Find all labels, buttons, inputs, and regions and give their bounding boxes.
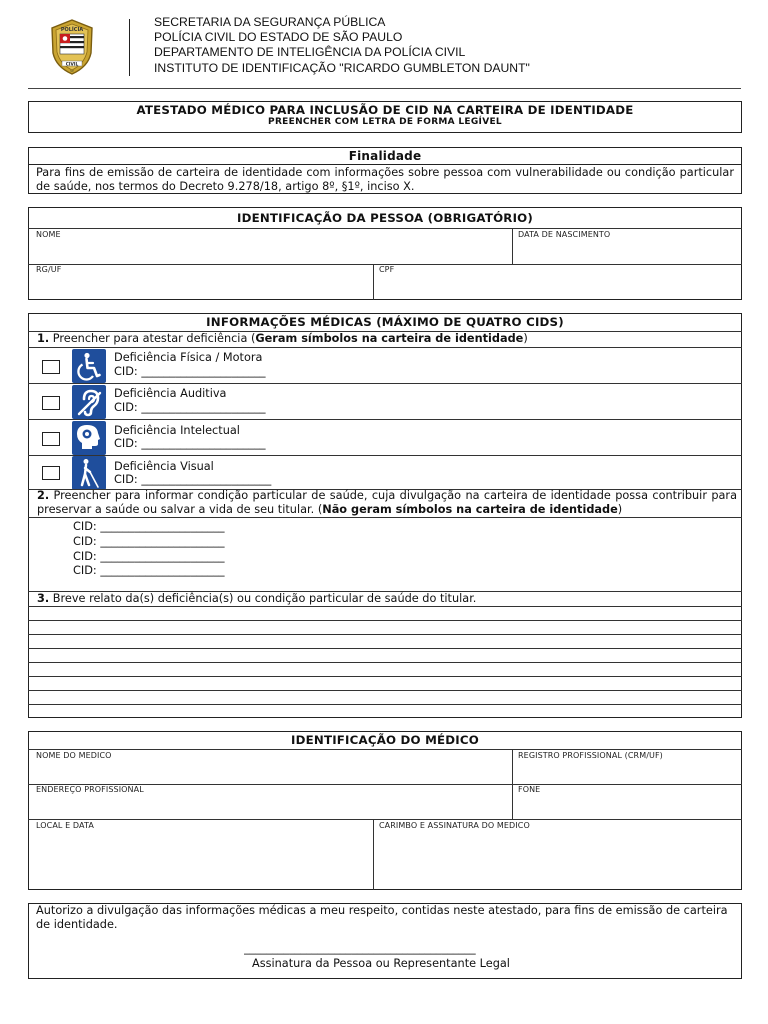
blind-cane-icon	[72, 456, 106, 490]
divider	[373, 264, 374, 300]
header-rule	[28, 88, 741, 89]
carimbo-field[interactable]	[375, 832, 740, 888]
medico-nome-label: NOME DO MEDICO	[36, 751, 112, 760]
svg-text:POLÍCIA: POLÍCIA	[60, 27, 84, 33]
divider	[28, 383, 742, 384]
fone-label: FONE	[518, 785, 541, 794]
local-data-label: LOCAL E DATA	[36, 821, 94, 830]
local-data-field[interactable]	[30, 832, 371, 888]
relato-field[interactable]	[30, 607, 740, 716]
hearing-icon	[72, 385, 106, 419]
auditiva-checkbox[interactable]	[42, 396, 60, 410]
wheelchair-icon	[72, 349, 106, 383]
intelectual-checkbox[interactable]	[42, 432, 60, 446]
nascimento-label: DATA DE NASCIMENTO	[518, 230, 611, 239]
form-subtitle: PREENCHER COM LETRA DE FORMA LEGÍVEL	[268, 117, 502, 127]
divider	[28, 819, 742, 820]
endereco-label: ENDEREÇO PROFISSIONAL	[36, 785, 144, 794]
nascimento-field[interactable]	[514, 240, 740, 262]
registro-label: REGISTRO PROFISSIONAL (CRM/UF)	[518, 751, 663, 760]
medicas-title: INFORMAÇÕES MÉDICAS (MÁXIMO DE QUATRO CIDS)	[206, 315, 564, 329]
item3-instruction	[37, 592, 476, 606]
registro-field[interactable]	[514, 761, 740, 782]
carimbo-label: CARIMBO E ASSINATURA DO MEDICO	[379, 821, 530, 830]
cid-line-4[interactable]: CID: ______________________	[73, 564, 225, 577]
divider	[28, 228, 742, 229]
form-title-box	[28, 101, 742, 133]
item1-text: Preencher para atestar deficiência (	[49, 332, 256, 345]
divider	[28, 749, 742, 750]
header-line-3: DEPARTAMENTO DE INTELIGÊNCIA DA POLÍCIA CIVIL	[154, 45, 466, 60]
head-icon	[72, 421, 106, 455]
auditiva-label: Deficiência Auditiva	[114, 387, 227, 400]
medico-title: IDENTIFICAÇÃO DO MÉDICO	[291, 733, 479, 747]
auditiva-cid[interactable]: CID: ______________________	[114, 401, 266, 414]
form-title: ATESTADO MÉDICO PARA INCLUSÃO DE CID NA CARTEIRA DE IDENTIDADE	[136, 103, 634, 117]
visual-label: Deficiência Visual	[114, 460, 214, 473]
police-badge-logo	[48, 19, 96, 75]
item2-bold: Não geram símbolos na carteira de identidade	[322, 503, 618, 516]
item3-text: Breve relato da(s) deficiência(s) ou condição particular de saúde do titular.	[49, 592, 477, 605]
nome-field[interactable]	[30, 240, 510, 262]
item3-number: 3.	[37, 592, 50, 605]
cpf-field[interactable]	[375, 276, 740, 298]
divider	[28, 455, 742, 456]
item2-text: Preencher para informar condição particular de saúde, cuja divulgação na carteira de identidade possa contribuir para preservar a saúde ou salvar a vida de seu titular. (	[37, 489, 737, 516]
svg-text:CIVIL: CIVIL	[65, 62, 79, 68]
divider	[512, 228, 513, 264]
item2-end: )	[617, 503, 623, 516]
header-line-1: SECRETARIA DA SEGURANÇA PÚBLICA	[154, 15, 386, 29]
cid-line-3[interactable]: CID: ______________________	[73, 550, 225, 563]
header-line-2: POLÍCIA CIVIL DO ESTADO DE SÃO PAULO	[154, 30, 403, 45]
fone-field[interactable]	[514, 796, 740, 817]
item1-instruction	[37, 332, 528, 346]
nome-label: NOME	[36, 230, 61, 239]
fisica-label: Deficiência Física / Motora	[114, 351, 263, 364]
cid-line-1[interactable]: CID: ______________________	[73, 520, 225, 533]
finalidade-text: Para fins de emissão de carteira de identidade com informações sobre pessoa com vulnerabilidade ou condição particular de saúde, nos termos do Decreto 9.278/18, artigo 8º, §1º, inciso X.	[36, 166, 734, 193]
header-divider	[129, 19, 130, 76]
svg-text:SP: SP	[70, 69, 74, 73]
endereco-field[interactable]	[30, 796, 510, 817]
item2-number: 2.	[37, 489, 50, 502]
signature-label: Assinatura da Pessoa ou Representante Legal	[252, 957, 510, 970]
pessoa-title: IDENTIFICAÇÃO DA PESSOA (OBRIGATÓRIO)	[236, 211, 533, 225]
visual-checkbox[interactable]	[42, 466, 60, 480]
divider	[28, 347, 742, 348]
intelectual-label: Deficiência Intelectual	[114, 424, 240, 437]
cid-line-2[interactable]: CID: ______________________	[73, 535, 225, 548]
divider	[28, 419, 742, 420]
cpf-label: CPF	[379, 265, 395, 274]
medico-nome-field[interactable]	[30, 761, 510, 782]
item1-end: )	[523, 332, 528, 345]
rg-field[interactable]	[30, 276, 371, 298]
rg-label: RG/UF	[36, 265, 62, 274]
header-line-4: INSTITUTO DE IDENTIFICAÇÃO "RICARDO GUMBLETON DAUNT"	[154, 60, 530, 75]
divider	[373, 819, 374, 890]
visual-cid[interactable]: CID: _______________________	[114, 473, 272, 486]
finalidade-box	[28, 147, 742, 194]
item1-bold: Geram símbolos na carteira de identidade	[255, 332, 524, 345]
finalidade-title: Finalidade	[29, 148, 741, 165]
signature-line[interactable]: _________________________________________	[244, 942, 476, 955]
divider	[28, 517, 742, 518]
autorizacao-text: Autorizo a divulgação das informações médicas a meu respeito, contidas neste atestado, para fins de emissão de carteira de identidade.	[36, 904, 728, 931]
fisica-checkbox[interactable]	[42, 360, 60, 374]
item1-number: 1.	[37, 332, 50, 345]
intelectual-cid[interactable]: CID: ______________________	[114, 437, 266, 450]
header-institution	[154, 15, 530, 76]
item2-instruction	[37, 489, 737, 517]
fisica-cid[interactable]: CID: ______________________	[114, 365, 266, 378]
